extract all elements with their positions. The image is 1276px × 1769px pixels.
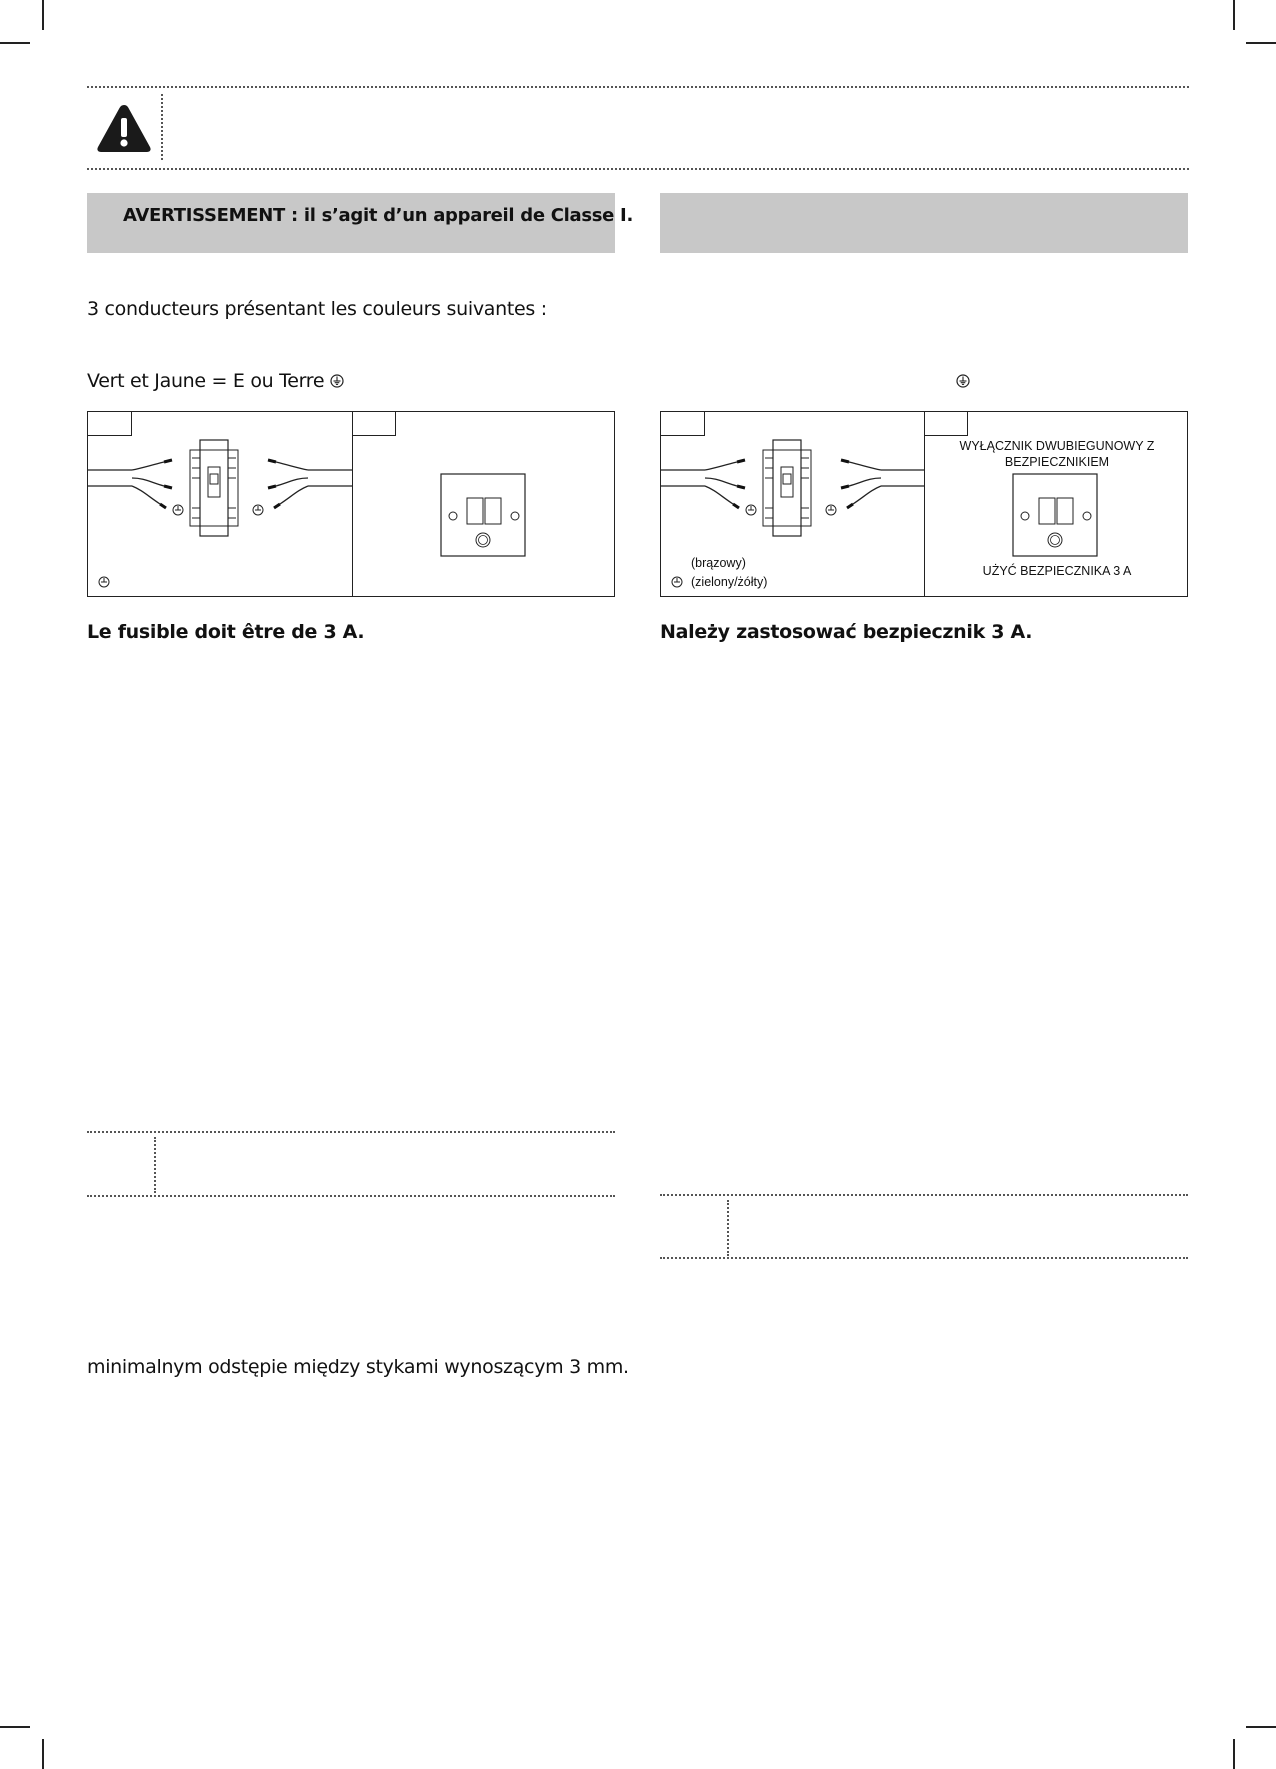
crop-mark (1233, 0, 1235, 30)
conductors-text: 3 conducteurs présentant les couleurs suivantes : (87, 298, 547, 320)
right-wiring-diagram (660, 411, 1188, 597)
wire-brown-label: (brązowy) (691, 556, 746, 570)
switch-title-label: WYŁĄCZNIK DWUBIEGUNOWY Z BEZPIECZNIKIEM (959, 439, 1155, 469)
left-banner-text: AVERTISSEMENT : il s’agit d’un appareil de Classe I. (123, 205, 633, 226)
crop-mark (0, 42, 30, 44)
crop-mark (0, 1726, 30, 1728)
plug-wiring-illustration (88, 412, 352, 596)
right-note-divider (727, 1200, 729, 1256)
contact-gap-text: minimalnym odstępie między stykami wynoszącym 3 mm. (87, 1356, 629, 1378)
warning-top-rule (87, 86, 1189, 88)
right-note-top-rule (660, 1194, 1188, 1196)
fused-switch-illustration (353, 412, 615, 596)
right-fuse-note: Należy zastosować bezpiecznik 3 A. (660, 621, 1033, 643)
left-wiring-diagram (87, 411, 615, 597)
left-note-top-rule (87, 1131, 615, 1133)
warning-triangle-icon (96, 103, 152, 153)
earth-ground-icon (956, 374, 970, 388)
warning-bottom-rule (87, 168, 1189, 170)
wire-earth-label: (zielony/żółty) (691, 575, 768, 589)
fuse-size-label: UŻYĆ BEZPIECZNIKA 3 A (982, 564, 1132, 578)
earth-line-label: Vert et Jaune = E ou Terre (87, 370, 325, 392)
earth-line-text (87, 370, 344, 392)
crop-mark (1233, 1739, 1235, 1769)
crop-mark (42, 0, 44, 30)
right-note-bottom-rule (660, 1257, 1188, 1259)
left-note-divider (154, 1137, 156, 1193)
crop-mark (42, 1739, 44, 1769)
left-fuse-note: Le fusible doit être de 3 A. (87, 621, 365, 643)
crop-mark (1246, 1726, 1276, 1728)
warning-divider (161, 94, 163, 160)
left-note-bottom-rule (87, 1195, 615, 1197)
earth-ground-icon (330, 371, 344, 385)
left-warning-banner (87, 193, 633, 253)
crop-mark (1246, 42, 1276, 44)
right-warning-banner (660, 193, 1188, 253)
